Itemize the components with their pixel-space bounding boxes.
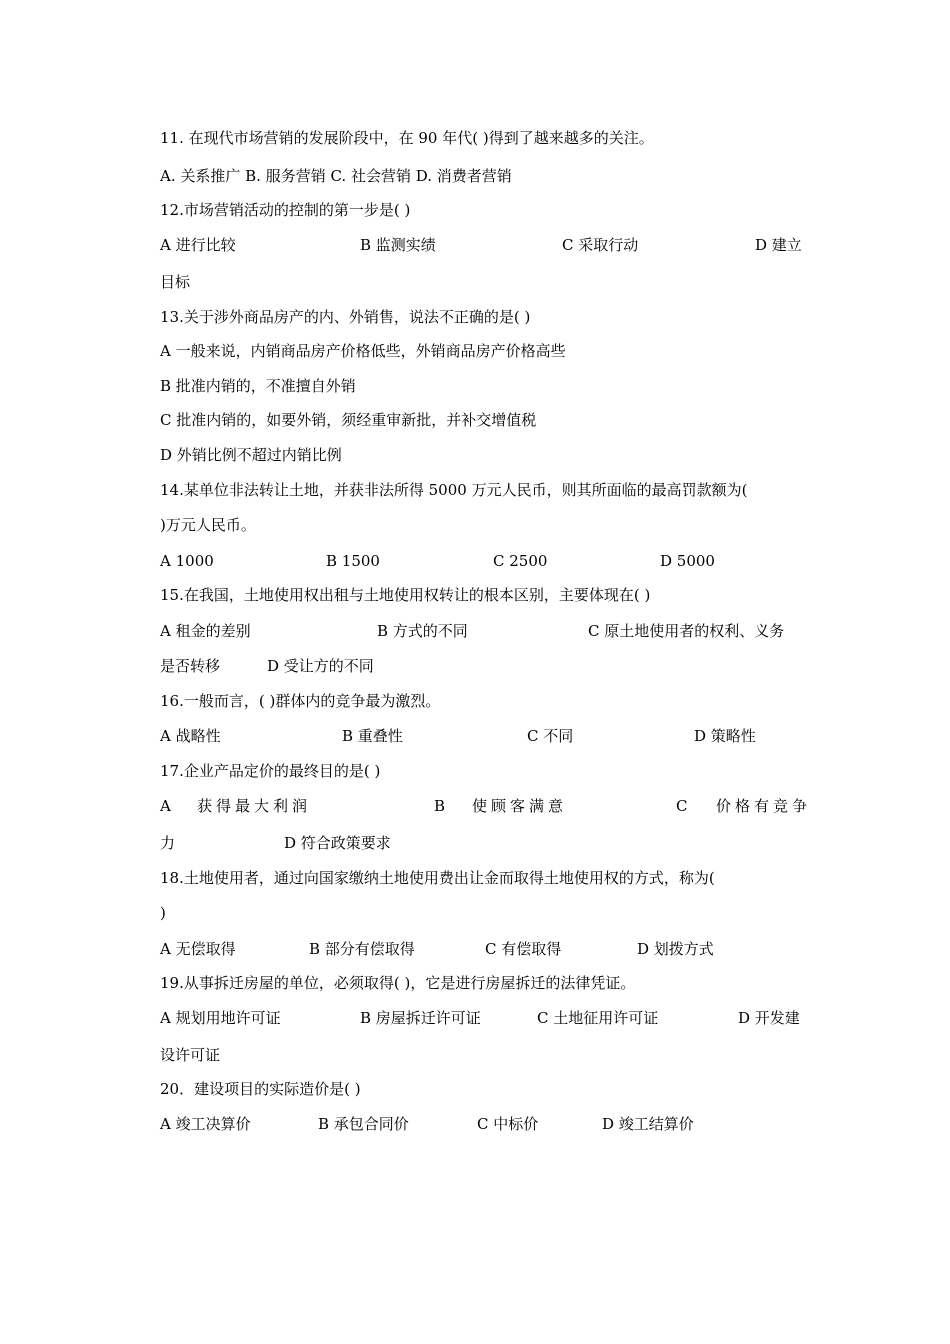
option-c: C 中标价 [477, 1115, 539, 1133]
option-a: A 无偿取得 [160, 940, 236, 958]
option-d: D 受让方的不同 [267, 657, 374, 675]
question-11-stem: 11. 在现代市场营销的发展阶段中，在 90 年代( )得到了越来越多的关注。 [160, 129, 654, 147]
option-c: C 2500 [493, 552, 548, 570]
option-d: D 开发建 [738, 1009, 800, 1027]
question-13-option-a: A 一般来说，内销商品房产价格低些，外销商品房产价格高些 [160, 342, 566, 360]
option-a: A 规划用地许可证 [160, 1009, 281, 1027]
option-d: D 竣工结算价 [602, 1115, 694, 1133]
question-12-wrap: 目标 [160, 273, 191, 291]
option-c: C 原土地使用者的权利、义务 [588, 622, 785, 640]
option-c: 价格有竞争 [716, 797, 812, 815]
option-d: D 符合政策要求 [284, 834, 391, 852]
option-c: C 土地征用许可证 [537, 1009, 659, 1027]
question-11-options: A. 关系推广 B. 服务营销 C. 社会营销 D. 消费者营销 [160, 167, 512, 185]
question-20-stem: 20．建设项目的实际造价是( ) [160, 1080, 361, 1098]
question-18-stem: 18.土地使用者，通过向国家缴纳土地使用费出让金而取得土地使用权的方式，称为( [160, 869, 715, 887]
option-a: A 租金的差别 [160, 622, 251, 640]
question-13-option-c: C 批准内销的，如要外销，须经重审新批，并补交增值税 [160, 411, 537, 429]
question-14-stem: 14.某单位非法转让土地，并获非法所得 5000 万元人民币，则其所面临的最高罚款额为( [160, 481, 748, 499]
option-c: C 有偿取得 [485, 940, 562, 958]
option-a: A 1000 [160, 552, 214, 570]
option-b: 使顾客满意 [472, 797, 568, 815]
option-a: A 进行比较 [160, 236, 236, 254]
question-14-stem-cont: )万元人民币。 [160, 516, 256, 534]
question-13-option-d: D 外销比例不超过内销比例 [160, 446, 342, 464]
option-c-wrap: 是否转移 [160, 657, 221, 675]
option-c: C 不同 [527, 727, 574, 745]
question-19-wrap: 设许可证 [160, 1046, 221, 1064]
question-18-stem-cont: ) [160, 904, 166, 922]
option-b: B 监测实绩 [360, 236, 436, 254]
question-12-stem: 12.市场营销活动的控制的第一步是( ) [160, 201, 411, 219]
option-c: C 采取行动 [562, 236, 639, 254]
option-a: A 战略性 [160, 727, 221, 745]
option-c-wrap: 力 [160, 834, 176, 852]
option-a: 获得最大利润 [197, 797, 312, 815]
question-17-stem: 17.企业产品定价的最终目的是( ) [160, 762, 381, 780]
question-13-stem: 13.关于涉外商品房产的内、外销售，说法不正确的是( ) [160, 308, 531, 326]
option-b: B 部分有偿取得 [309, 940, 415, 958]
option-b: B 重叠性 [342, 727, 403, 745]
option-d: D 策略性 [694, 727, 756, 745]
question-16-stem: 16.一般而言，( )群体内的竞争最为激烈。 [160, 692, 441, 710]
option-c-letter: C [676, 797, 688, 815]
option-d: D 5000 [660, 552, 715, 570]
option-b: B 房屋拆迁许可证 [360, 1009, 481, 1027]
option-b: B 1500 [326, 552, 380, 570]
option-b: B 方式的不同 [377, 622, 468, 640]
option-a-letter: A [160, 797, 171, 815]
option-a: A 竣工决算价 [160, 1115, 251, 1133]
question-15-stem: 15.在我国，土地使用权出租与土地使用权转让的根本区别，主要体现在( ) [160, 586, 651, 604]
option-d: D 划拨方式 [637, 940, 714, 958]
option-b-letter: B [434, 797, 446, 815]
question-19-stem: 19.从事拆迁房屋的单位，必须取得( )，它是进行房屋拆迁的法律凭证。 [160, 974, 636, 992]
option-d: D 建立 [755, 236, 802, 254]
option-b: B 承包合同价 [318, 1115, 409, 1133]
question-13-option-b: B 批准内销的，不准擅自外销 [160, 377, 356, 395]
